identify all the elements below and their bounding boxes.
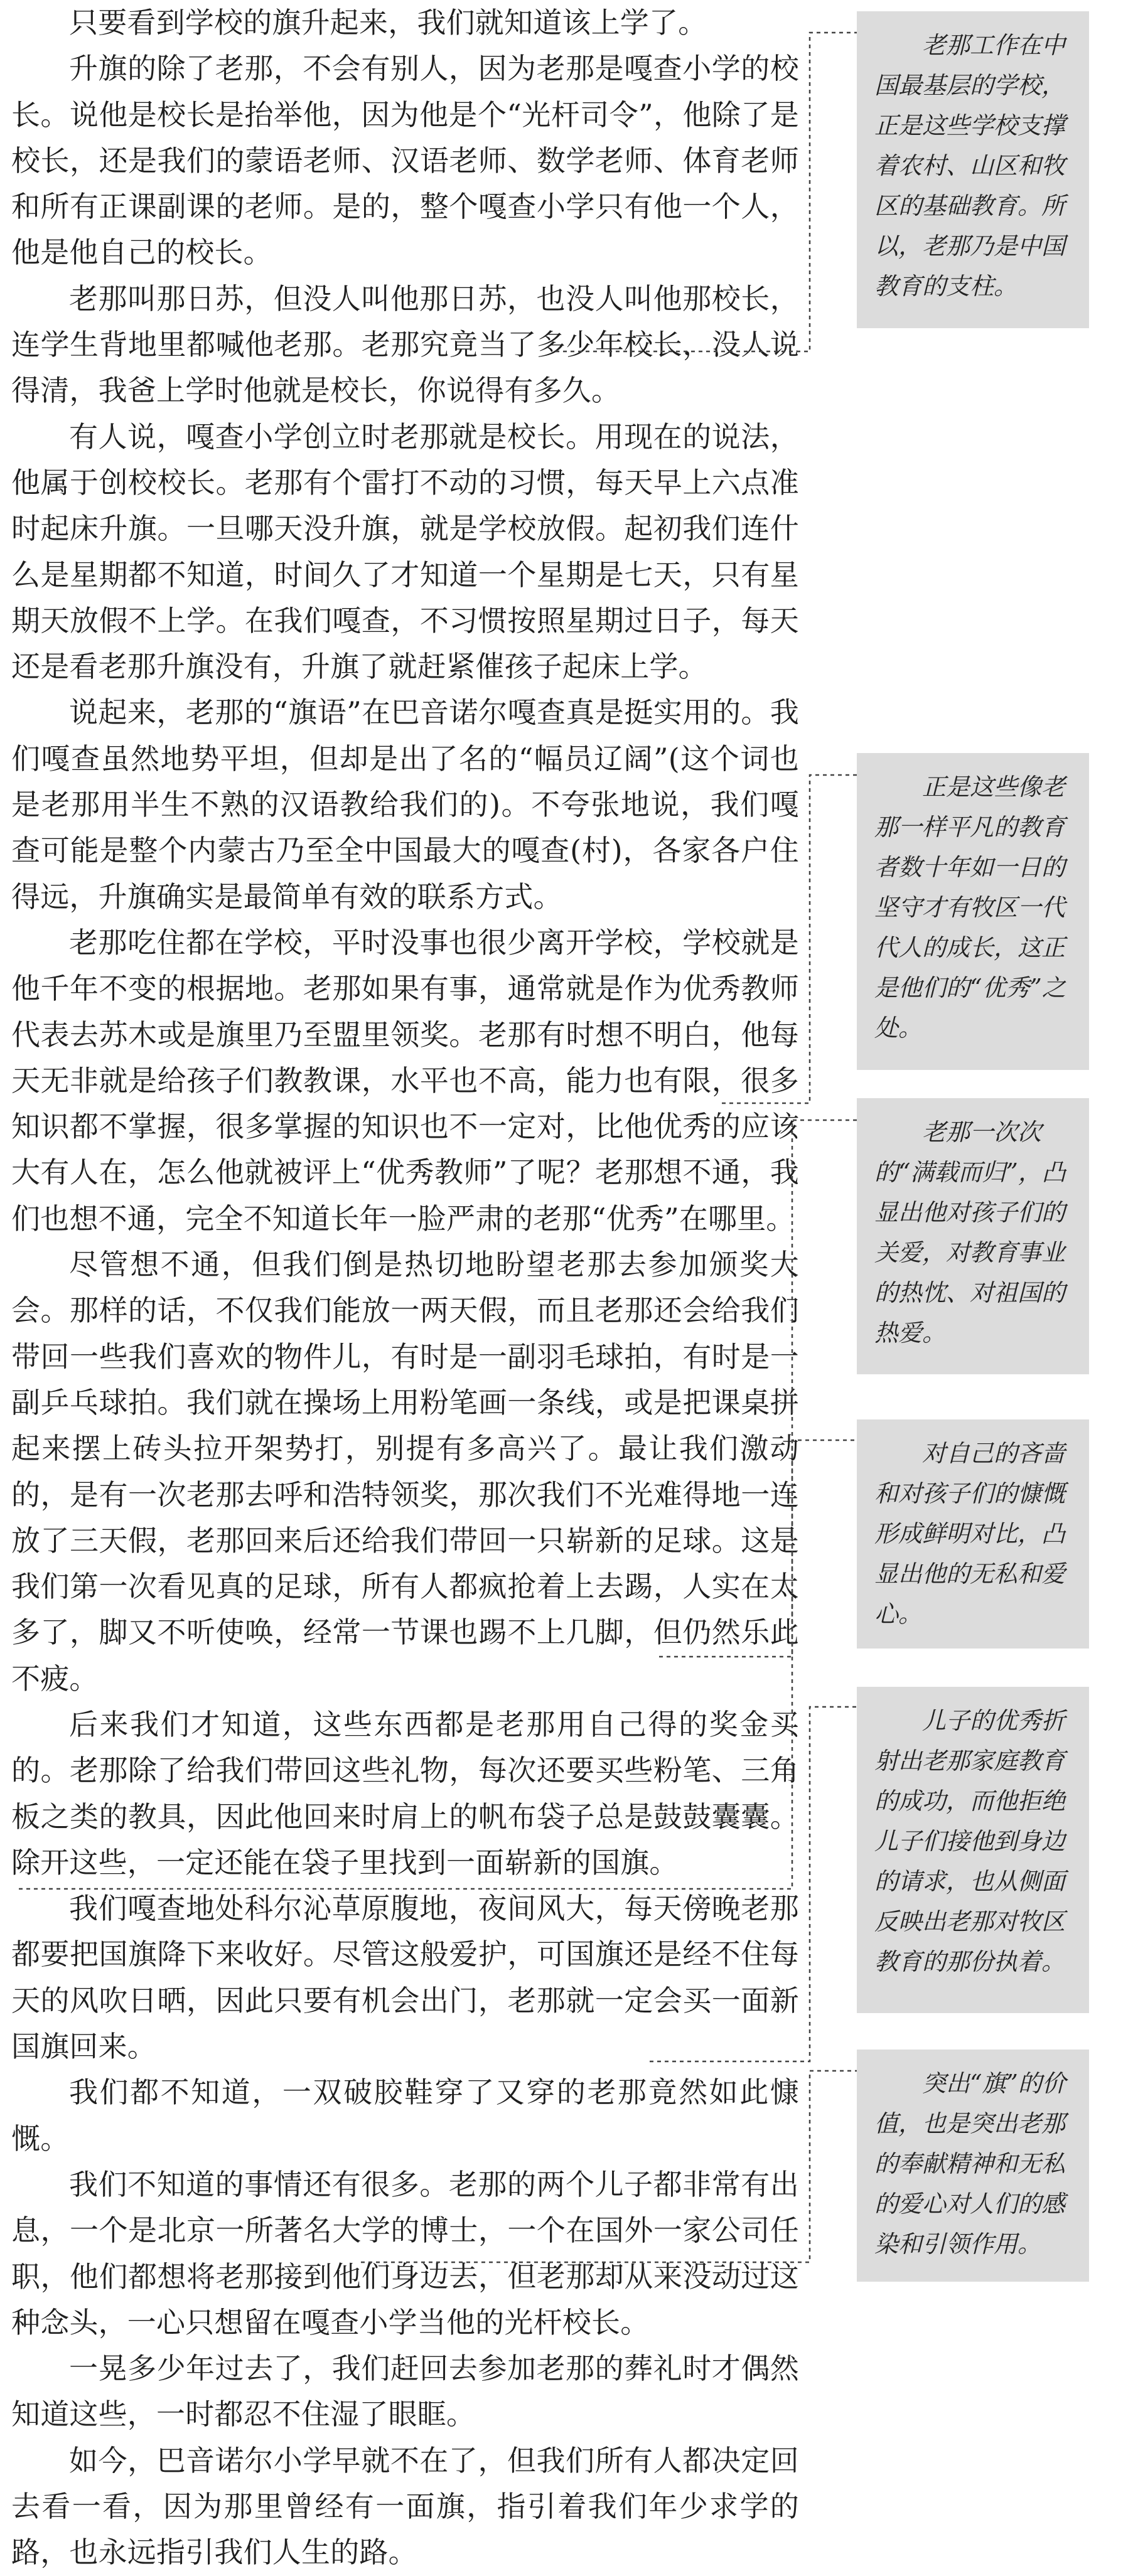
paragraph: 如今，巴音诺尔小学早就不在了，但我们所有人都决定回去看一看，因为那里曾经有一面旗，指引着我们年少求学的路，也永远指引我们人生的路。 (11, 2443, 799, 2570)
paragraph: 后来我们才知道，这些东西都是老那用自己得的奖金买的。老那除了给我们带回这些礼物，每次还要买些粉笔、三角板之类的教具，因此他回来时肩上的帆布袋子总是鼓鼓囊囊。除开这些，一定还能在袋子里找到一面崭新的国旗。 (11, 1707, 799, 1879)
connector-line (659, 1120, 885, 1657)
paragraph: 老那吃住都在学校，平时没事也很少离开学校，学校就是他千年不变的根据地。老那如果有事，通常就是作为优秀教师代表去苏木或是旗里乃至盟里领奖。老那有时想不明白，他每天无非就是给孩子们教教课，水平也不高，能力也有限，很多知识都不掌握，很多掌握的知识也不一定对，比他优秀的应该大有人在，怎么他就被评上“优秀教师”了呢？老那想不通，我们也想不通，完全不知道长年一脸严肃的老那“优秀”在哪里。 (11, 925, 799, 1236)
paragraph: 老那叫那日苏，但没人叫他那日苏，也没人叫他那校长，连学生背地里都喊他老那。老那究竟当了多少年校长，没人说得清，我爸上学时他就是校长，你说得有多久。 (11, 281, 799, 408)
connector-line (650, 1707, 885, 2061)
connector-line (361, 2071, 885, 2262)
paragraph: 我们嘎查地处科尔沁草原腹地，夜间风大，每天傍晚老那都要把国旗降下来收好。尽管这般爱护，可国旗还是经不住每天的风吹日晒，因此只要有机会出门，老那就一定会买一面新国旗回来。 (11, 1891, 799, 2064)
connector-line (556, 33, 885, 351)
paragraph: 说起来，老那的“旗语”在巴音诺尔嘎查真是挺实用的。我们嘎查虽然地势平坦，但却是出了名的“幅员辽阔”(这个词也是老那用半生不熟的汉语教给我们的)。不夸张地说，我们嘎查可能是整个内蒙古乃至全中国最大的嘎查(村)，各家各户住得远，升旗确实是最简单有效的联系方式。 (11, 695, 799, 914)
annotation-note: 正是这些像老那一样平凡的教育者数十年如一日的坚守才有牧区一代代人的成长，这正是他们的“优秀”之处。 (857, 753, 1089, 1070)
paragraph: 一晃多少年过去了，我们赶回去参加老那的葬礼时才偶然知道这些，一时都忍不住湿了眼眶。 (11, 2351, 799, 2432)
annotation-note: 突出“旗”的价值，也是突出老那的奉献精神和无私的爱心对人们的感染和引领作用。 (857, 2050, 1089, 2282)
paragraph: 我们都不知道，一双破胶鞋穿了又穿的老那竟然如此慷慨。 (11, 2075, 799, 2156)
paragraph: 我们不知道的事情还有很多。老那的两个儿子都非常有出息，一个是北京一所著名大学的博士，一个在国外一家公司任职，他们都想将老那接到他们身边去，但老那却从来没动过这种念头，一心只想留在嘎查小学当他的光杆校长。 (11, 2167, 799, 2339)
annotation-note: 老那一次次的“满载而归”，凸显出他对孩子们的关爱，对教育事业的热忱、对祖国的热爱。 (857, 1098, 1089, 1374)
paragraph: 有人说，嘎查小学创立时老那就是校长。用现在的说法，他属于创校校长。老那有个雷打不动的习惯，每天早上六点准时起床升旗。一旦哪天没升旗，就是学校放假。起初我们连什么是星期都不知道，时间久了才知道一个星期是七天，只有星期天放假不上学。在我们嘎查，不习惯按照星期过日子，每天还是看老那升旗没有，升旗了就赶紧催孩子起床上学。 (11, 419, 799, 684)
annotation-note: 儿子的优秀折射出老那家庭教育的成功，而他拒绝儿子们接他到身边的请求，也从侧面反映出老那对牧区教育的那份执着。 (857, 1687, 1089, 2013)
connector-line (19, 1440, 885, 1889)
annotation-note: 对自己的吝啬和对孩子们的慷慨形成鲜明对比，凸显出他的无私和爱心。 (857, 1419, 1089, 1649)
paragraph: 尽管想不通，但我们倒是热切地盼望老那去参加颁奖大会。那样的话，不仅我们能放一两天假，而且老那还会给我们带回一些我们喜欢的物件儿，有时是一副羽毛球拍，有时是一副乒乓球拍。我们就在操场上用粉笔画一条线，或是把课桌拼起来摆上砖头拉开架势打，别提有多高兴了。最让我们激动的，是有一次老那去呼和浩特领奖，那次我们不光难得地一连放了三天假，老那回来后还给我们带回一只崭新的足球。这是我们第一次看见真的足球，所有人都疯抢着上去踢，人实在太多了，脚又不听使唤，经常一节课也踢不上几脚，但仍然乐此不疲。 (11, 1248, 799, 1696)
paragraph: 只要看到学校的旗升起来，我们就知道该上学了。 (69, 6, 707, 40)
annotation-note: 老那工作在中国最基层的学校，正是这些学校支撑着农村、山区和牧区的基础教育。所以，老那乃是中国教育的支柱。 (857, 11, 1089, 328)
paragraph: 升旗的除了老那，不会有别人，因为老那是嘎查小学的校长。说他是校长是抬举他，因为他是个“光杆司令”，他除了是校长，还是我们的蒙语老师、汉语老师、数学老师、体育老师和所有正课副课的老师。是的，整个嘎查小学只有他一个人，他是他自己的校长。 (11, 51, 799, 270)
